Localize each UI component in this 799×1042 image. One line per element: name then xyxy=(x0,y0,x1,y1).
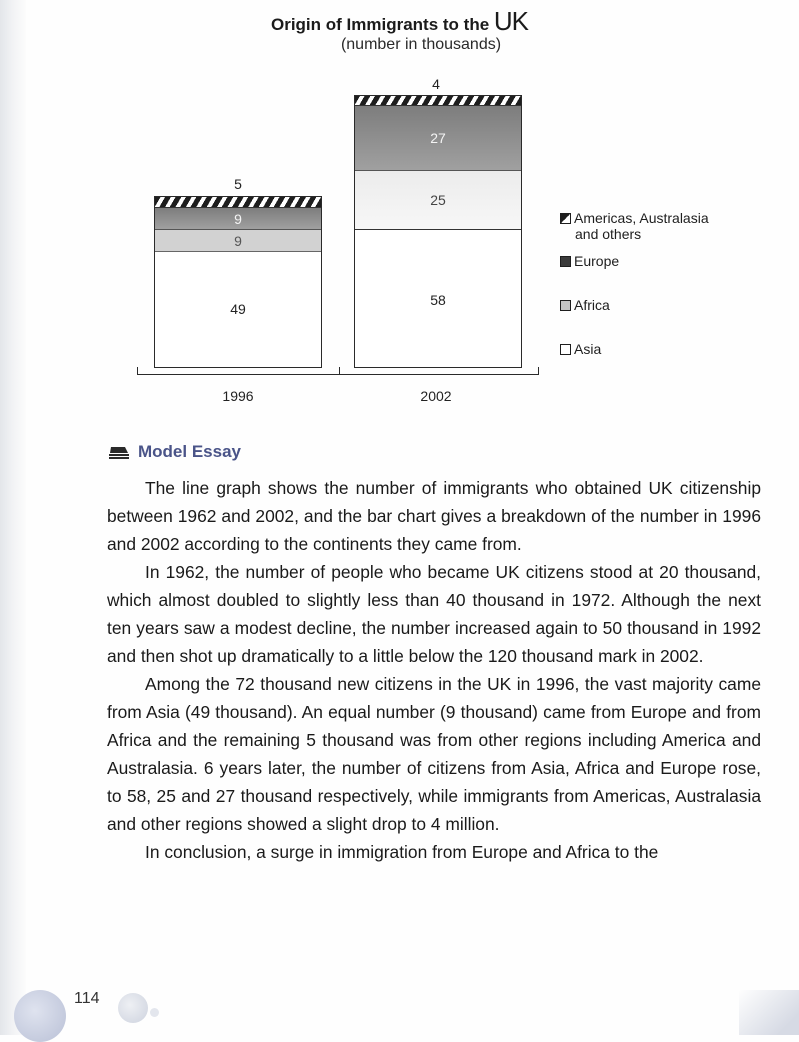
essay-body xyxy=(107,474,761,866)
legend-label-others-line2: and others xyxy=(575,226,642,242)
chart-title-tail: UK xyxy=(493,6,529,36)
essay-paragraph-2: In 1962, the number of people who became UK citizens stood at 20 thousand, which almost doubled to slightly less than 40 thousand in 1972. Although the next ten years saw a modest decline, the number increased again to 50 thousand in 1992 and then shot up dramatically to a little below the 120 thousand mark in 2002. xyxy=(107,562,761,666)
page-number: 114 xyxy=(74,990,100,1007)
legend-label-europe: Europe xyxy=(574,253,620,269)
legend-label-asia: Asia xyxy=(574,341,602,357)
segment-2002-asia xyxy=(355,230,521,367)
segment-1996-others xyxy=(155,197,321,208)
decorative-circle-small xyxy=(118,993,148,1023)
model-essay-heading xyxy=(108,442,241,462)
x-axis-bracket-1996 xyxy=(137,367,340,375)
page-binding-edge xyxy=(0,0,26,1035)
page-corner-shade xyxy=(739,990,799,1035)
segment-2002-europe-value: 27 xyxy=(430,130,446,146)
x-label-2002: 2002 xyxy=(420,388,452,404)
bar-1996 xyxy=(154,196,322,368)
hatched-swatch-icon xyxy=(560,213,571,224)
legend-item-africa xyxy=(560,297,610,313)
legend-item-asia xyxy=(560,341,601,357)
x-axis-bracket-2002 xyxy=(339,367,539,375)
essay-paragraph-3: Among the 72 thousand new citizens in the UK in 1996, the vast majority came from Asia (49 thousand). An equal number (9 thousand) came from Europe and from Africa and the remaining 5 thousand was from other regions including America and Australasia. 6 years later, the number of citizens from Asia, Africa and Europe rose, to 58, 25 and 27 thousand respectively, while immigrants from Americas, Australasia and other regions showed a slight drop to 4 million. xyxy=(107,674,761,834)
essay-paragraph-1: The line graph shows the number of immigrants who obtained UK citizenship between 1962 and 2002, and the bar chart gives a breakdown of the number in 1996 and 2002 according to the continents they came from. xyxy=(107,478,761,554)
segment-2002-africa-value: 25 xyxy=(430,192,446,208)
chart-title xyxy=(0,6,799,37)
segment-2002-africa xyxy=(355,171,521,230)
chart-title-main: Origin of Immigrants to the xyxy=(270,15,490,34)
dark-swatch-icon xyxy=(560,256,571,267)
x-label-1996: 1996 xyxy=(222,388,254,404)
decorative-circle-large xyxy=(14,990,66,1042)
segment-2002-others xyxy=(355,96,521,106)
grey-swatch-icon xyxy=(560,300,571,311)
bar-2002-top-label: 4 xyxy=(432,76,440,92)
legend-label-africa: Africa xyxy=(574,297,610,313)
essay-paragraph-4: In conclusion, a surge in immigration from Europe and Africa to the xyxy=(145,842,659,862)
legend-label-others: Americas, Australasia xyxy=(574,210,709,226)
legend-item-others xyxy=(560,210,709,242)
segment-1996-asia-value: 49 xyxy=(230,301,246,317)
bar-2002 xyxy=(354,95,522,368)
bar-1996-top-label: 5 xyxy=(234,176,242,192)
segment-1996-europe xyxy=(155,208,321,230)
segment-2002-asia-value: 58 xyxy=(430,292,446,308)
book-icon xyxy=(108,445,130,459)
chart-subtitle: (number in thousands) xyxy=(340,36,502,53)
segment-1996-africa-value: 9 xyxy=(234,233,242,249)
decorative-dot xyxy=(150,1008,159,1017)
model-essay-title: Model Essay xyxy=(138,442,241,461)
segment-1996-africa xyxy=(155,230,321,252)
segment-2002-europe xyxy=(355,106,521,171)
white-swatch-icon xyxy=(560,344,571,355)
segment-1996-europe-value: 9 xyxy=(234,211,242,227)
segment-1996-asia xyxy=(155,252,321,367)
legend-item-europe xyxy=(560,253,619,269)
